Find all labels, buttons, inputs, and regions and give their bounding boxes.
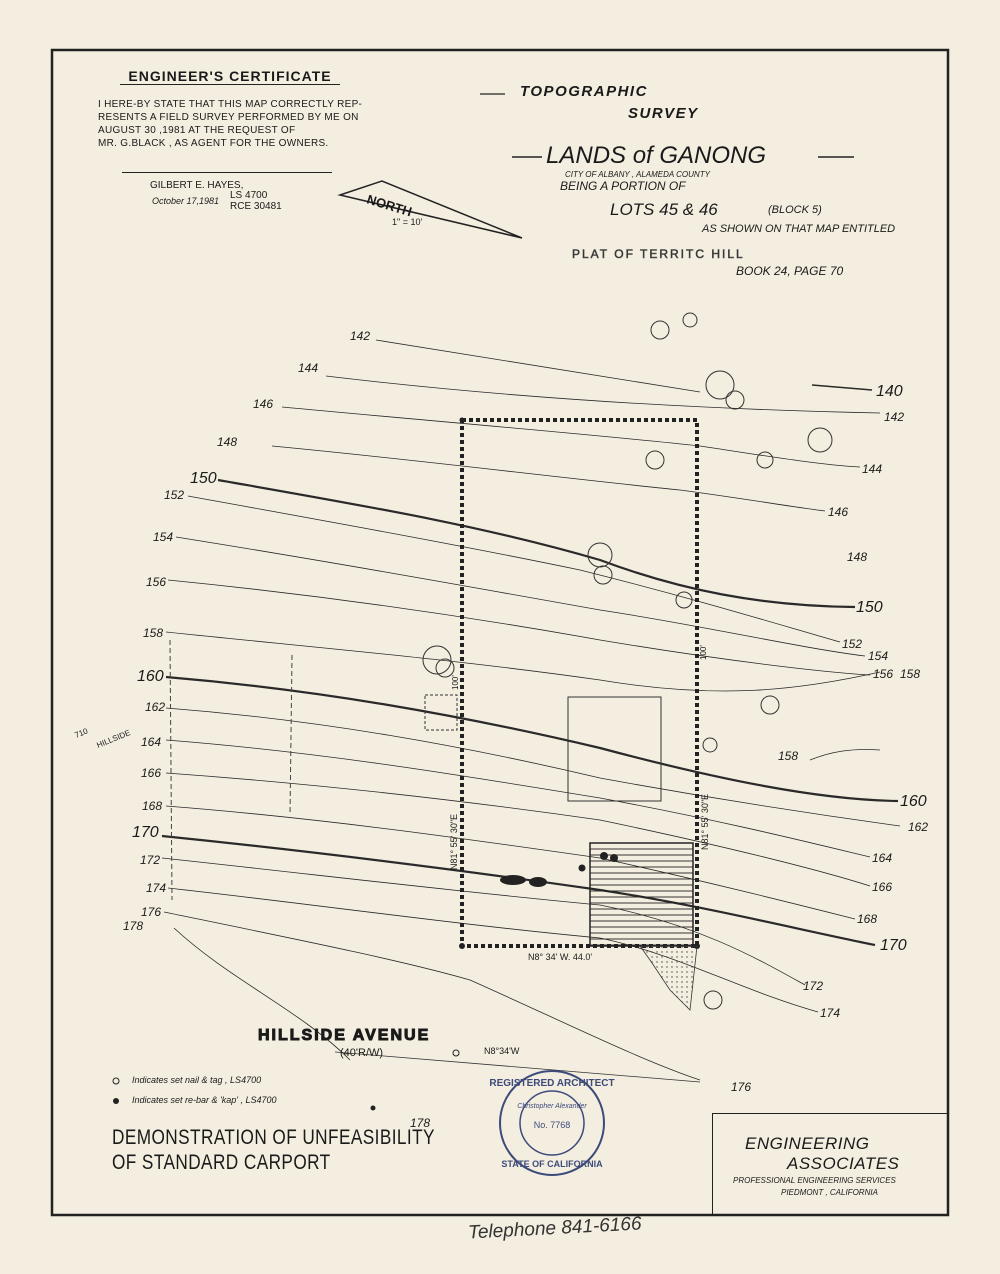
street-width: (40'R/W) (340, 1047, 384, 1059)
annotation-line: OF STANDARD CARPORT (112, 1151, 331, 1174)
seal-top-text: REGISTERED ARCHITECT (489, 1078, 615, 1089)
firm-name-2: ASSOCIATES (787, 1154, 900, 1173)
contour-label: 166 (872, 880, 893, 894)
title-lands: LANDS of GANONG (546, 142, 767, 169)
contour-label: 170 (880, 937, 907, 954)
carport-area (579, 843, 698, 1010)
contour-label: 170 (132, 824, 159, 841)
contour-label: 140 (876, 383, 903, 400)
contour-label: 172 (803, 979, 824, 993)
certificate-body (98, 98, 368, 150)
street-name: HILLSIDE AVENUE (258, 1027, 431, 1044)
contour-label: 150 (190, 470, 217, 487)
west-dashed-line (290, 655, 292, 815)
house-outline (568, 697, 661, 801)
title-block-number: (BLOCK 5) (768, 204, 822, 216)
architect-seal (489, 1071, 614, 1175)
seal-name: Christopher Alexander (517, 1103, 587, 1110)
title-topographic: TOPOGRAPHIC (520, 83, 648, 100)
contour-label: 172 (140, 853, 161, 867)
contour-label: 162 (145, 700, 166, 714)
contour-labels-right (410, 383, 928, 1130)
contour-label: 174 (146, 881, 167, 895)
contour-label: 176 (731, 1080, 752, 1094)
firm-city: PIEDMONT , CALIFORNIA (781, 1188, 878, 1197)
license-block (230, 190, 282, 212)
legend-nail-tag: Indicates set nail & tag , LS4700 (132, 1075, 262, 1085)
contour-label: 158 (778, 749, 799, 763)
signature-date: October 17,1981 (152, 196, 220, 206)
contour-label: 158 (143, 626, 164, 640)
license-ls: LS 4700 (230, 190, 268, 201)
west-dimension: 100' (451, 675, 460, 690)
title-portion: BEING A PORTION OF (560, 179, 686, 193)
contour-label: 174 (820, 1006, 841, 1020)
contour-label: 166 (141, 766, 162, 780)
demonstration-annotation (112, 1125, 435, 1175)
contour-label: 154 (153, 530, 174, 544)
contour-label: 142 (884, 410, 905, 424)
contour-labels-left (123, 329, 370, 933)
contour-label: 154 (868, 649, 889, 663)
firm-title-box (712, 1113, 948, 1215)
contour-label: 148 (217, 435, 238, 449)
title-survey: SURVEY (628, 105, 699, 122)
contour-label: 168 (142, 799, 163, 813)
east-dimension: 100' (699, 645, 708, 660)
title-lots: LOTS 45 & 46 (610, 200, 718, 219)
contour-label: 142 (350, 329, 371, 343)
contour-label: 144 (298, 361, 319, 375)
title-shown: AS SHOWN ON THAT MAP ENTITLED (702, 223, 896, 235)
far-west-dashed-line (170, 640, 172, 900)
title-book: BOOK 24, PAGE 70 (736, 264, 844, 278)
scale-label: 1" = 10' (392, 217, 423, 227)
contour-label: 164 (872, 851, 893, 865)
north-label: NORTH (365, 191, 414, 220)
contour-label: 156 (146, 575, 167, 589)
contour-label: 178 (410, 1116, 431, 1130)
signer-name: GILBERT E. HAYES, (150, 180, 244, 191)
contour-label: 168 (857, 912, 878, 926)
contour-label: 176 (141, 905, 162, 919)
south-bearing: N8° 34' W. 44.0' (528, 952, 593, 962)
contour-label: 146 (253, 397, 274, 411)
contour-label: 152 (842, 637, 863, 651)
north-arrow (340, 181, 522, 238)
nail-tag-symbol (113, 1078, 119, 1084)
title-city: CITY OF ALBANY , ALAMEDA COUNTY (565, 170, 710, 179)
certificate-line: AUGUST 30 ,1981 AT THE REQUEST OF (98, 125, 296, 136)
legend-rebar: Indicates set re-bar & 'kap' , LS4700 (132, 1095, 277, 1105)
west-bearing: N81° 55' 30"E (449, 813, 459, 870)
side-street-number: 710 (73, 726, 90, 740)
title-plat: PLAT OF TERRITC HILL (572, 247, 745, 261)
certificate-title: ENGINEER'S CERTIFICATE (120, 68, 340, 85)
street-bearing: N8°34'W (484, 1046, 520, 1056)
license-rce: RCE 30481 (230, 201, 282, 212)
title-block (480, 83, 895, 278)
contour-label: 146 (828, 505, 849, 519)
site-markers (500, 875, 547, 887)
contour-lines (162, 340, 900, 1080)
contour-label: 178 (123, 919, 144, 933)
seal-number: No. 7768 (533, 1120, 571, 1130)
certificate-line: RESENTS A FIELD SURVEY PERFORMED BY ME ON (98, 112, 359, 123)
contour-label: 160 (137, 668, 164, 685)
contour-label: 156 (873, 667, 894, 681)
contour-label: 158 (900, 667, 921, 681)
signature-line (122, 172, 332, 173)
certificate-line: MR. G.BLACK , AS AGENT FOR THE OWNERS. (98, 138, 329, 149)
contour-label: 152 (164, 488, 185, 502)
contour-label: 148 (847, 550, 868, 564)
firm-services: PROFESSIONAL ENGINEERING SERVICES (733, 1176, 896, 1185)
contour-label: 150 (856, 599, 883, 616)
contour-label: 162 (908, 820, 929, 834)
contour-label: 144 (862, 462, 883, 476)
firm-name-1: ENGINEERING (745, 1134, 870, 1153)
rebar-symbol (113, 1098, 119, 1104)
seal-bottom-text: STATE OF CALIFORNIA (501, 1159, 603, 1169)
certificate-line: I HERE-BY STATE THAT THIS MAP CORRECTLY REP- (98, 99, 363, 110)
east-bearing: N81° 55' 30"E (700, 793, 710, 850)
telephone-note: Telephone 841-6166 (467, 1213, 643, 1244)
side-street-label: HILLSIDE (95, 728, 132, 750)
contour-label: 164 (141, 735, 162, 749)
contour-label: 160 (900, 793, 927, 810)
annotation-line: DEMONSTRATION OF UNFEASIBILITY (112, 1126, 435, 1149)
